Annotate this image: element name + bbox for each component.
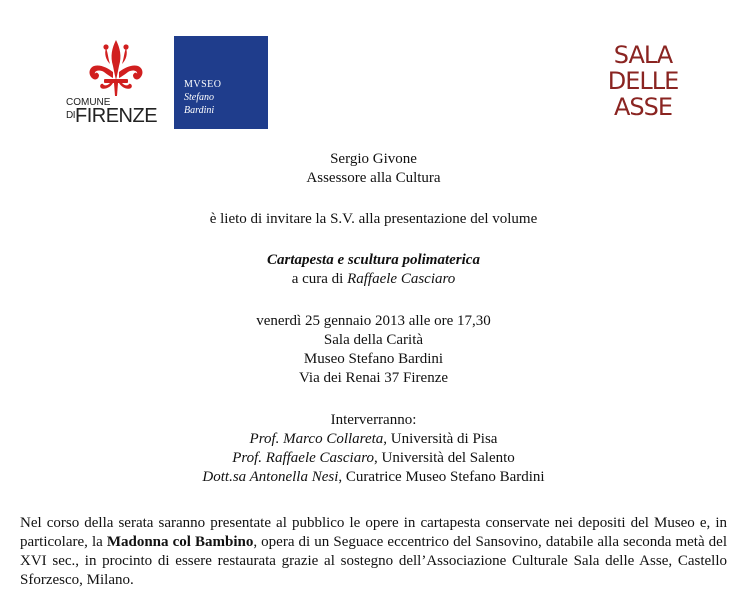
speaker-name: Dott.sa Antonella Nesi: [202, 469, 339, 485]
comune-di-firenze-logo: [64, 38, 170, 126]
curated-prefix: a cura di: [291, 271, 348, 287]
curator-name: Raffaele Casciaro: [347, 271, 456, 287]
sala-logo-line3: ASSE: [613, 93, 673, 121]
event-date-time: venerdì 25 gennaio 2013 alle ore 17,30: [256, 313, 491, 329]
host-role: Assessore alla Cultura: [306, 170, 441, 186]
speaker-affiliation: , Università del Salento: [373, 450, 515, 466]
florence-lily-icon: [86, 38, 146, 100]
museo-bardini-logo: [174, 36, 268, 129]
speaker-item: [0, 430, 747, 449]
speaker-name: Prof. Marco Collareta: [249, 431, 384, 447]
bardini-logo-line2: Stefano: [184, 92, 214, 103]
bardini-logo-text: [184, 78, 222, 117]
book-curator-line: [0, 270, 747, 289]
speaker-affiliation: , Università di Pisa: [383, 431, 498, 447]
sala-logo-line2: DELLE: [607, 67, 679, 95]
book-title: Cartapesta e scultura polimaterica: [267, 252, 480, 268]
firenze-logo-prefix: DI: [66, 110, 75, 121]
speaker-affiliation: , Curatrice Museo Stefano Bardini: [338, 469, 545, 485]
speaker-name: Prof. Raffaele Casciaro: [232, 450, 374, 466]
description-paragraph: [20, 514, 727, 590]
event-room: Sala della Carità: [323, 332, 424, 348]
paragraph-part1: Nel corso della serata saranno presentate al pubblico le opere in cartapesta conservate nei depositi del Museo e, in particolare, la: [20, 515, 727, 550]
firenze-logo-line1: COMUNE: [66, 97, 111, 108]
sala-delle-asse-logo: [596, 42, 690, 132]
invitation-line: è lieto di invitare la S.V. alla presentazione del volume: [209, 211, 538, 227]
artwork-title: Madonna col Bambino: [106, 534, 254, 550]
firenze-logo-main: FIRENZE: [75, 105, 158, 127]
paragraph-part2: , opera di un Seguace eccentrico del Sansovino, databile alla seconda metà del XVI sec., in procinto di essere restaurata grazie al sostegno dell’Associazione Culturale Sala delle Asse, Castello Sforzesco, Milano.: [20, 534, 728, 588]
host-name: Sergio Givone: [330, 151, 417, 167]
bardini-logo-line3: Bardini: [184, 105, 215, 116]
event-address: Via dei Renai 37 Firenze: [298, 370, 449, 386]
firenze-logo-line2: [66, 106, 157, 126]
speakers-heading: Interverranno:: [330, 412, 417, 428]
speaker-item: [0, 468, 747, 487]
event-museum: Museo Stefano Bardini: [303, 351, 444, 367]
sala-logo-line1: SALA: [613, 41, 673, 69]
bardini-logo-line1: MVSEO: [184, 79, 222, 90]
speaker-item: [0, 449, 747, 468]
